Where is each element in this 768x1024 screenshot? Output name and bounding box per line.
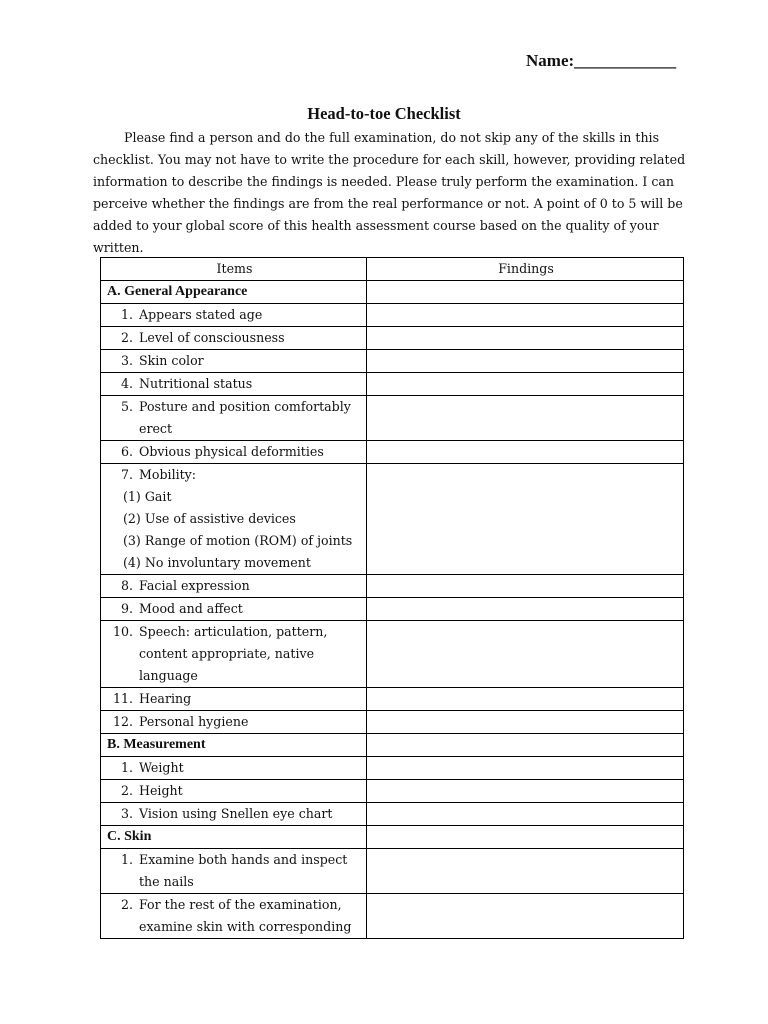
item-text: Level of consciousness (139, 330, 285, 345)
item-text: For the rest of the examination, (139, 897, 342, 912)
findings-cell[interactable] (367, 734, 684, 757)
findings-cell[interactable] (367, 575, 684, 598)
item-cell (101, 803, 367, 826)
item-text: Obvious physical deformities (139, 444, 324, 459)
item-cell (101, 780, 367, 803)
item-text: language (139, 668, 198, 683)
item-text: Height (139, 783, 183, 798)
section-title: B. Measurement (101, 734, 367, 757)
findings-cell[interactable] (367, 327, 684, 350)
section-title: C. Skin (101, 826, 367, 849)
section-row (101, 826, 684, 849)
table-row (101, 304, 684, 327)
findings-cell[interactable] (367, 711, 684, 734)
instructions-line: Please find a person and do the full examination, do not skip any of the skills in this (124, 130, 660, 145)
table-row (101, 849, 684, 894)
document-title: Head-to-toe Checklist (307, 104, 461, 123)
item-number: 8. (120, 578, 133, 593)
instructions-line: information to describe the findings is needed. Please truly perform the examination. I can (93, 174, 675, 189)
item-number: 1. (120, 760, 133, 775)
item-text: Weight (139, 760, 184, 775)
section-row (101, 281, 684, 304)
findings-cell[interactable] (367, 849, 684, 894)
instructions-line: checklist. You may not have to write the procedure for each skill, however, providing related (93, 152, 686, 167)
table-header-row (101, 258, 684, 281)
findings-cell[interactable] (367, 780, 684, 803)
item-cell (101, 711, 367, 734)
table-row (101, 464, 684, 575)
table-row (101, 396, 684, 441)
sub-item-text: (4) No involuntary movement (123, 555, 311, 570)
item-text: Facial expression (139, 578, 250, 593)
item-number: 2. (120, 897, 133, 912)
section-row (101, 734, 684, 757)
checklist-item (107, 711, 362, 733)
item-number: 3. (120, 353, 133, 368)
findings-cell[interactable] (367, 688, 684, 711)
item-number: 10. (112, 624, 133, 639)
findings-cell[interactable] (367, 396, 684, 441)
findings-cell[interactable] (367, 441, 684, 464)
item-number: 3. (120, 806, 133, 821)
instructions-line: written. (93, 240, 144, 255)
item-number: 7. (120, 467, 133, 482)
findings-cell[interactable] (367, 281, 684, 304)
item-text: Examine both hands and inspect (139, 852, 348, 867)
sub-item-text: (3) Range of motion (ROM) of joints (123, 533, 353, 548)
table-row (101, 621, 684, 688)
item-number: 5. (120, 399, 133, 414)
checklist-item (107, 464, 362, 486)
checklist-item (107, 780, 362, 802)
checklist-item (107, 350, 362, 372)
item-cell (101, 373, 367, 396)
item-text: Posture and position comfortably (139, 399, 351, 414)
item-text: content appropriate, native (139, 646, 315, 661)
table-row (101, 688, 684, 711)
item-cell (101, 464, 367, 575)
findings-cell[interactable] (367, 598, 684, 621)
item-cell (101, 441, 367, 464)
findings-cell[interactable] (367, 826, 684, 849)
name-field-label: Name:____________ (526, 51, 677, 70)
checklist-item (107, 621, 362, 687)
item-text: Appears stated age (139, 307, 263, 322)
item-number: 4. (120, 376, 133, 391)
item-text: erect (139, 421, 173, 436)
checklist-item (107, 757, 362, 779)
table-row (101, 575, 684, 598)
sub-item-text: (1) Gait (123, 489, 172, 504)
item-number: 9. (120, 601, 133, 616)
findings-cell[interactable] (367, 621, 684, 688)
table-row (101, 327, 684, 350)
checklist-item (107, 304, 362, 326)
item-number: 2. (120, 783, 133, 798)
findings-cell[interactable] (367, 304, 684, 327)
instructions-line: added to your global score of this health assessment course based on the quality of your (93, 218, 659, 233)
item-cell (101, 688, 367, 711)
table-row (101, 894, 684, 939)
checklist-item (107, 688, 362, 710)
findings-cell[interactable] (367, 373, 684, 396)
table-row (101, 350, 684, 373)
table-row (101, 441, 684, 464)
item-text: Speech: articulation, pattern, (139, 624, 328, 639)
item-cell (101, 304, 367, 327)
item-text: Hearing (139, 691, 192, 706)
item-text: Personal hygiene (139, 714, 249, 729)
item-number: 1. (120, 852, 133, 867)
findings-cell[interactable] (367, 757, 684, 780)
item-text: the nails (139, 874, 194, 889)
checklist-item (107, 441, 362, 463)
item-number: 2. (120, 330, 133, 345)
item-text: Mobility: (139, 467, 197, 482)
item-text: Nutritional status (139, 376, 253, 391)
checklist-item (107, 575, 362, 597)
checklist-body (101, 281, 684, 939)
findings-cell[interactable] (367, 350, 684, 373)
checklist-table (100, 257, 684, 939)
item-number: 1. (120, 307, 133, 322)
findings-cell[interactable] (367, 894, 684, 939)
item-cell (101, 621, 367, 688)
table-row (101, 711, 684, 734)
findings-cell[interactable] (367, 803, 684, 826)
checklist-item (107, 327, 362, 349)
item-text: Mood and affect (139, 601, 243, 616)
checklist-item (107, 598, 362, 620)
item-cell (101, 849, 367, 894)
item-text: Skin color (139, 353, 204, 368)
table-row (101, 598, 684, 621)
checklist-item (107, 894, 362, 938)
table-row (101, 780, 684, 803)
item-text: Vision using Snellen eye chart (139, 806, 333, 821)
item-cell (101, 575, 367, 598)
item-cell (101, 894, 367, 939)
findings-cell[interactable] (367, 464, 684, 575)
sub-item-text: (2) Use of assistive devices (123, 511, 296, 526)
findings-column-header: Findings (367, 258, 684, 281)
item-text: examine skin with corresponding (139, 919, 352, 934)
item-cell (101, 396, 367, 441)
item-number: 11. (112, 691, 133, 706)
items-column-header: Items (101, 258, 367, 281)
checklist-item (107, 396, 362, 440)
item-cell (101, 598, 367, 621)
checklist-item (107, 373, 362, 395)
item-cell (101, 757, 367, 780)
item-number: 6. (120, 444, 133, 459)
checklist-item (107, 849, 362, 893)
checklist-item (107, 803, 362, 825)
table-row (101, 757, 684, 780)
table-row (101, 803, 684, 826)
section-title: A. General Appearance (101, 281, 367, 304)
instructions-line: perceive whether the findings are from the real performance or not. A point of 0 to 5 will be (93, 196, 683, 211)
table-row (101, 373, 684, 396)
item-number: 12. (112, 714, 133, 729)
item-cell (101, 327, 367, 350)
item-cell (101, 350, 367, 373)
instructions-paragraph (93, 127, 686, 259)
